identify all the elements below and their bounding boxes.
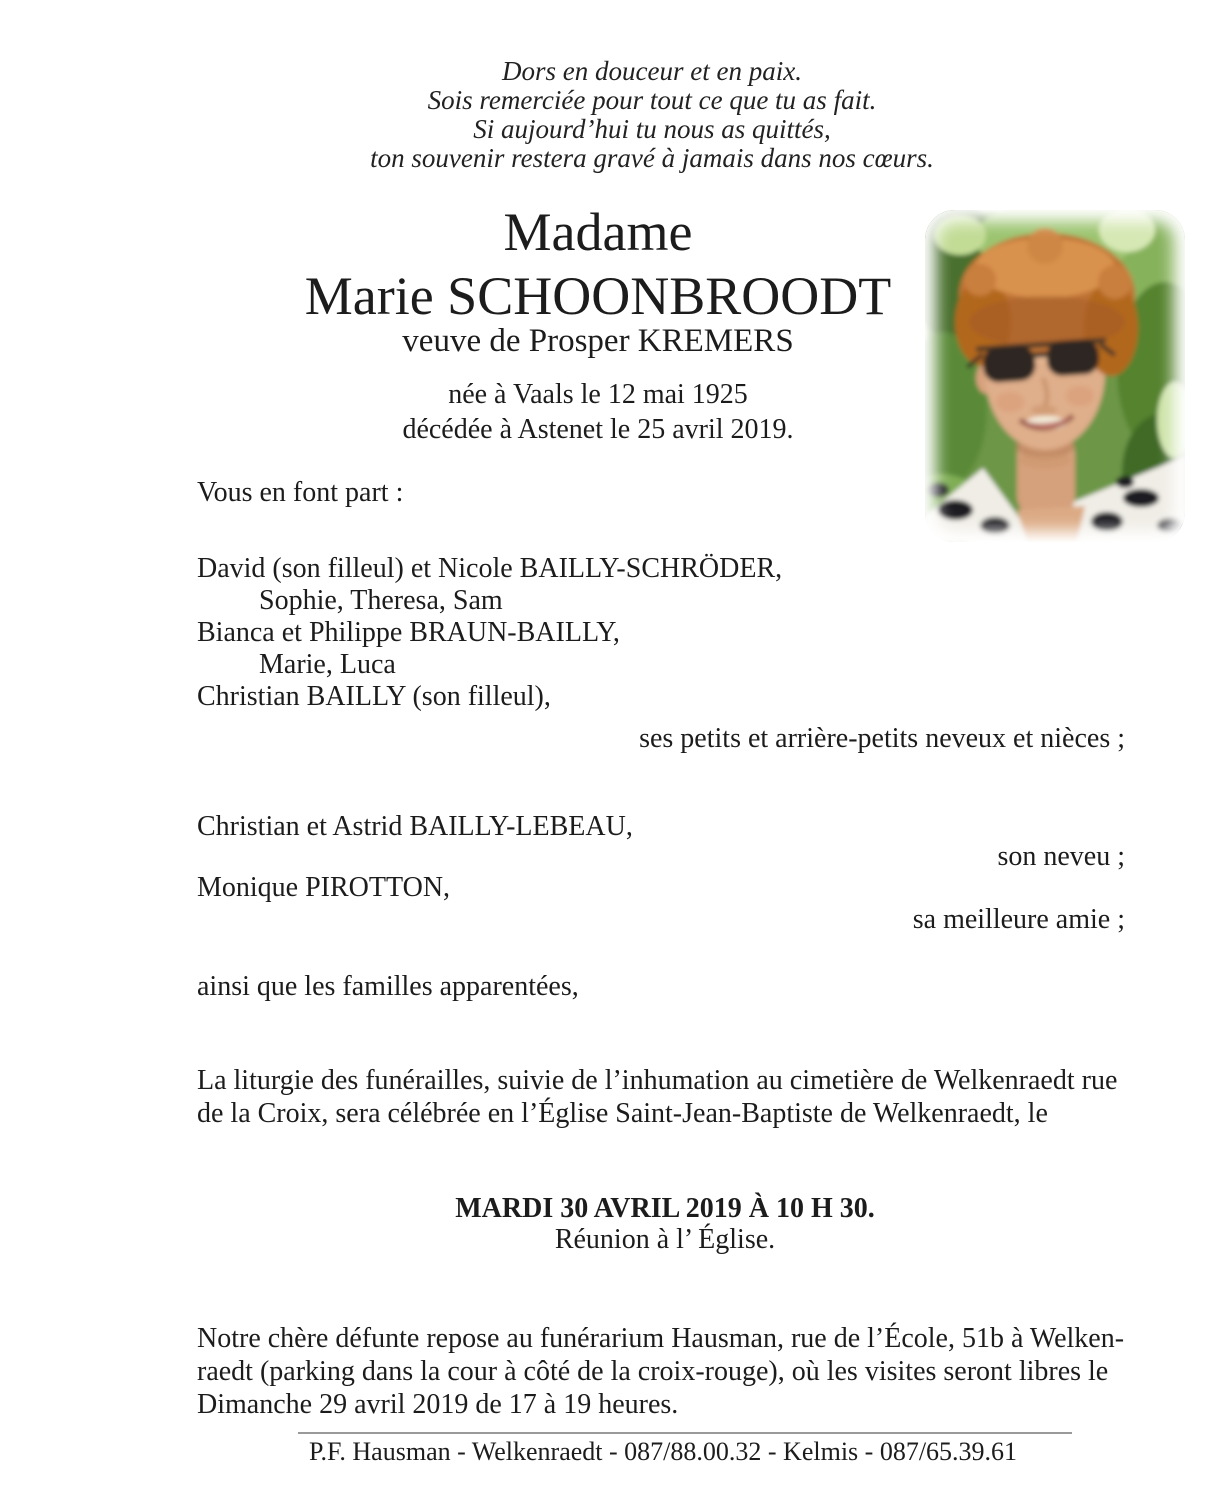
portrait-photo (925, 210, 1185, 542)
family-member-line: Marie, Luca (259, 649, 396, 680)
announcement-intro: Vous en font part : (197, 477, 404, 508)
relation-label-nephew: son neveu ; (997, 841, 1125, 872)
related-families-line: ainsi que les familles apparentées, (197, 971, 579, 1002)
death-line: décédée à Astenet le 25 avril 2019. (402, 414, 794, 445)
visitation-line: Dimanche 29 avril 2019 de 17 à 19 heures. (197, 1389, 679, 1420)
title-madame: Madame (503, 202, 693, 262)
family-group-3: Monique PIROTTON, (197, 872, 451, 903)
epitaph-line: Si aujourd’hui tu nous as quittés, (473, 114, 831, 144)
birth-line: née à Vaals le 12 mai 1925 (448, 379, 748, 410)
family-member-line: Bianca et Philippe BRAUN-BAILLY, (197, 617, 620, 648)
ceremony-meeting-line: Réunion à l’ Église. (554, 1224, 776, 1255)
ceremony-date-line: MARDI 30 AVRIL 2019 À 10 H 30. (455, 1193, 875, 1224)
family-member-line: David (son filleul) et Nicole BAILLY-SCHRÖDER, (197, 553, 783, 584)
visitation-line: raedt (parking dans la cour à côté de la croix-rouge), où les visites seront libres le (197, 1356, 1109, 1387)
deceased-name: Marie SCHOONBROODT (304, 266, 892, 326)
relation-label-nephews: ses petits et arrière-petits neveux et nièces ; (639, 723, 1125, 754)
funeral-home-contact: P.F. Hausman - Welkenraedt - 087/88.00.32 - Kelmis - 087/65.39.61 (308, 1437, 1018, 1466)
widow-line: veuve de Prosper KREMERS (402, 323, 794, 359)
epitaph-line: ton souvenir restera gravé à jamais dans nos cœurs. (370, 143, 934, 173)
family-group-2: Christian et Astrid BAILLY-LEBEAU, (197, 811, 633, 842)
epitaph-line: Dors en douceur et en paix. (502, 56, 802, 86)
relation-label-best-friend: sa meilleure amie ; (912, 904, 1125, 935)
epitaph-line: Sois remerciée pour tout ce que tu as fait. (427, 85, 877, 115)
family-member-line: Sophie, Theresa, Sam (259, 585, 503, 616)
liturgy-line: La liturgie des funérailles, suivie de l’inhumation au cimetière de Welkenraedt rue (197, 1065, 1118, 1096)
visitation-line: Notre chère défunte repose au funérarium Hausman, rue de l’École, 51b à Welken- (197, 1323, 1125, 1354)
family-member-line: Christian BAILLY (son filleul), (197, 681, 551, 712)
epitaph-verse (90, 57, 1214, 173)
footer-divider (298, 1432, 1072, 1434)
liturgy-line: de la Croix, sera célébrée en l’Église Saint-Jean-Baptiste de Welkenraedt, le (197, 1098, 1048, 1129)
family-group-1 (197, 553, 782, 713)
visitation-paragraph (197, 1322, 1124, 1421)
portrait-illustration (925, 210, 1185, 542)
liturgy-paragraph (197, 1064, 1117, 1130)
